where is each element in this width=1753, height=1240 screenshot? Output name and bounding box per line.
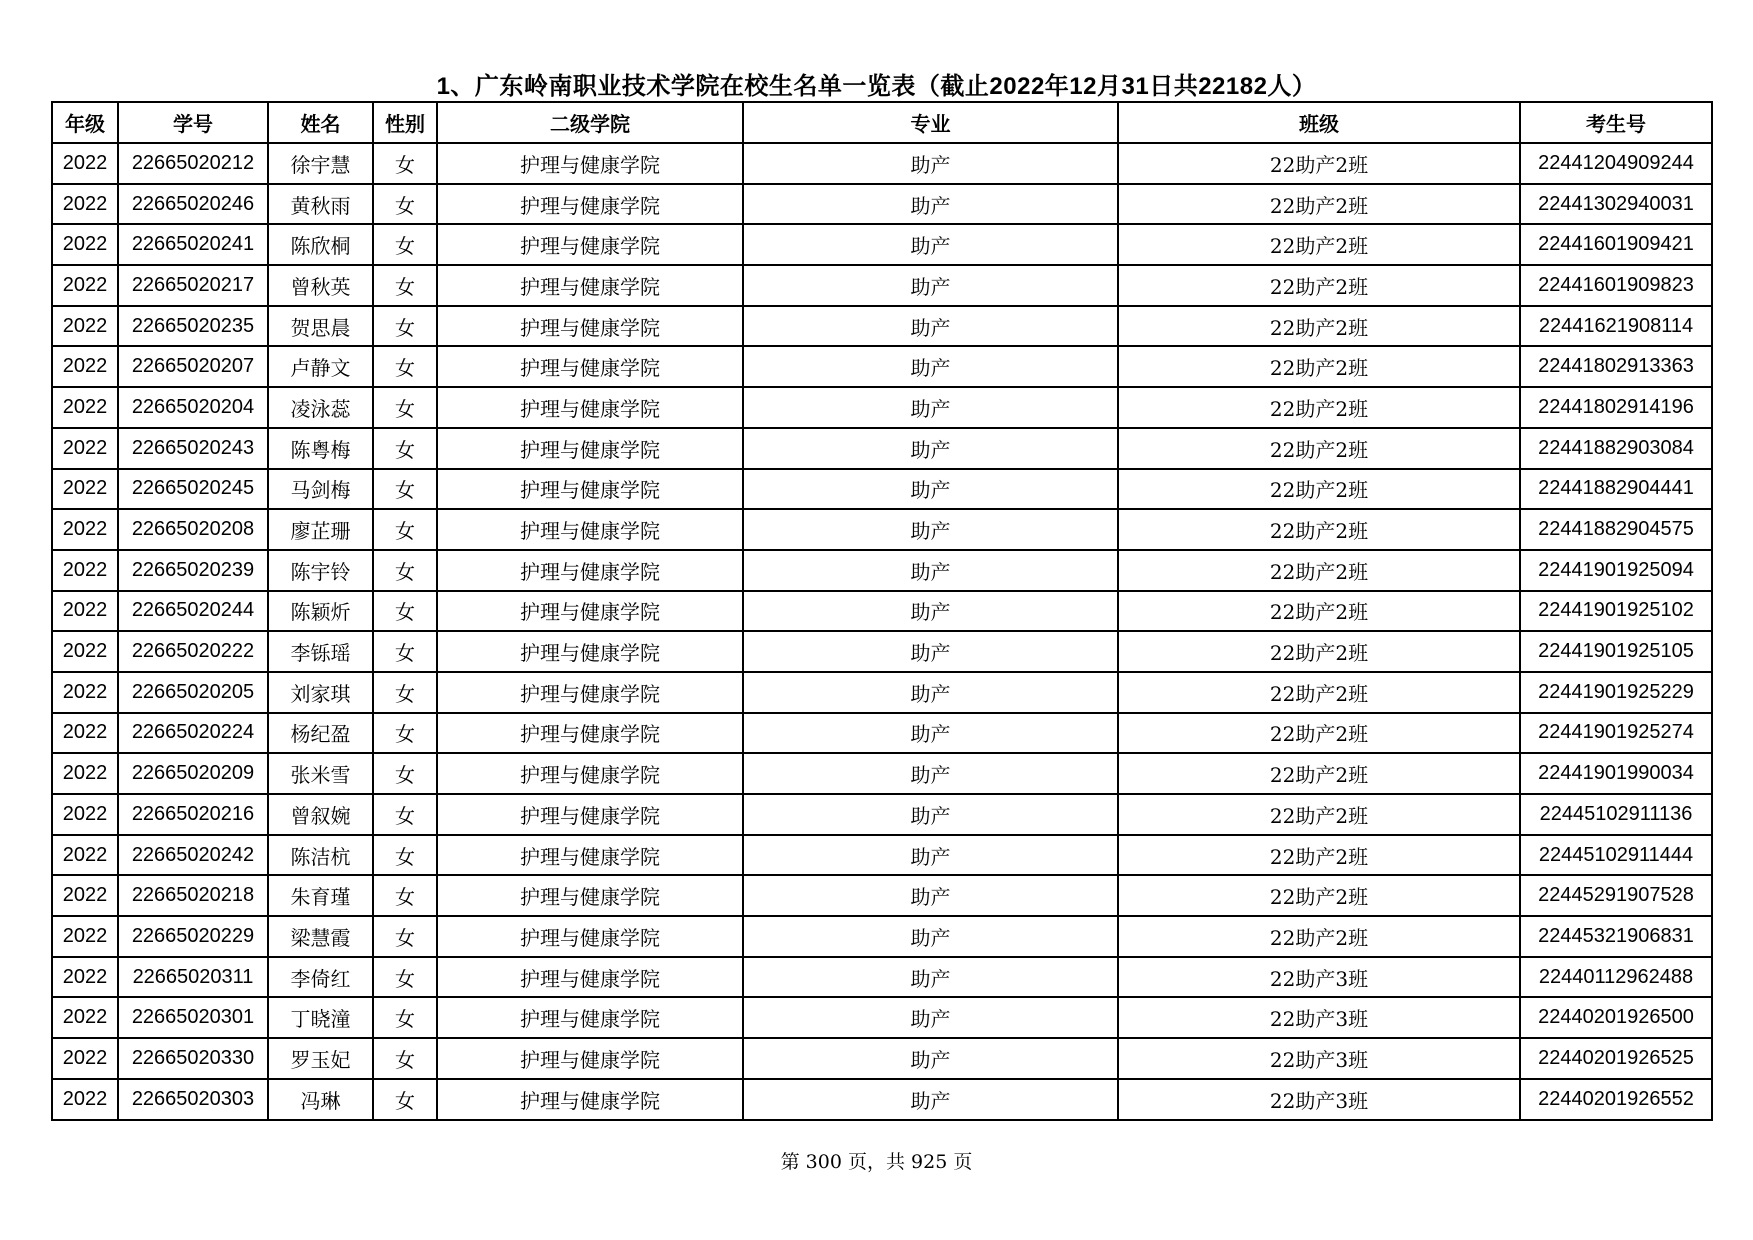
gender-cell: 女 [373, 265, 437, 306]
college-cell: 护理与健康学院 [437, 713, 743, 754]
student-id-cell: 22665020242 [118, 835, 268, 876]
gender-cell: 女 [373, 957, 437, 998]
major-cell: 助产 [743, 346, 1118, 387]
name-cell: 曾秋英 [268, 265, 373, 306]
name-cell: 李倚红 [268, 957, 373, 998]
table-row [52, 469, 1712, 510]
exam-id-cell: 22441882904575 [1520, 509, 1712, 550]
gender-cell: 女 [373, 346, 437, 387]
exam-id-cell: 22445321906831 [1520, 916, 1712, 957]
grade-cell: 2022 [52, 591, 118, 632]
major-cell: 助产 [743, 306, 1118, 347]
class-cell: 22助产2班 [1118, 224, 1520, 265]
class-cell: 22助产2班 [1118, 550, 1520, 591]
class-cell: 22助产2班 [1118, 306, 1520, 347]
name-cell: 丁晓潼 [268, 997, 373, 1038]
exam-id-cell: 22441882904441 [1520, 469, 1712, 510]
class-cell: 22助产3班 [1118, 1038, 1520, 1079]
table-row [52, 428, 1712, 469]
gender-cell: 女 [373, 143, 437, 184]
exam-id-cell: 22441901990034 [1520, 753, 1712, 794]
gender-cell: 女 [373, 875, 437, 916]
grade-cell: 2022 [52, 184, 118, 225]
student-id-cell: 22665020222 [118, 631, 268, 672]
grade-cell: 2022 [52, 753, 118, 794]
exam-id-cell: 22441601909823 [1520, 265, 1712, 306]
class-cell: 22助产2班 [1118, 591, 1520, 632]
exam-id-cell: 22441802913363 [1520, 346, 1712, 387]
major-cell: 助产 [743, 835, 1118, 876]
major-cell: 助产 [743, 591, 1118, 632]
table-row [52, 1038, 1712, 1079]
name-cell: 陈宇铃 [268, 550, 373, 591]
college-cell: 护理与健康学院 [437, 835, 743, 876]
student-id-cell: 22665020235 [118, 306, 268, 347]
table-row [52, 957, 1712, 998]
table-row [52, 265, 1712, 306]
student-id-cell: 22665020311 [118, 957, 268, 998]
column-header-college: 二级学院 [437, 102, 743, 143]
major-cell: 助产 [743, 672, 1118, 713]
exam-id-cell: 22441901925094 [1520, 550, 1712, 591]
exam-id-cell: 22441204909244 [1520, 143, 1712, 184]
grade-cell: 2022 [52, 672, 118, 713]
column-header-exam-id: 考生号 [1520, 102, 1712, 143]
grade-cell: 2022 [52, 346, 118, 387]
name-cell: 朱育瑾 [268, 875, 373, 916]
college-cell: 护理与健康学院 [437, 428, 743, 469]
major-cell: 助产 [743, 143, 1118, 184]
college-cell: 护理与健康学院 [437, 224, 743, 265]
gender-cell: 女 [373, 916, 437, 957]
major-cell: 助产 [743, 997, 1118, 1038]
student-id-cell: 22665020224 [118, 713, 268, 754]
student-id-cell: 22665020243 [118, 428, 268, 469]
gender-cell: 女 [373, 997, 437, 1038]
exam-id-cell: 22440201926500 [1520, 997, 1712, 1038]
table-row [52, 713, 1712, 754]
gender-cell: 女 [373, 387, 437, 428]
table-row [52, 509, 1712, 550]
gender-cell: 女 [373, 1079, 437, 1120]
table-row [52, 1079, 1712, 1120]
college-cell: 护理与健康学院 [437, 265, 743, 306]
table-row [52, 346, 1712, 387]
table-header-row [52, 102, 1712, 143]
grade-cell: 2022 [52, 631, 118, 672]
class-cell: 22助产2班 [1118, 835, 1520, 876]
student-id-cell: 22665020204 [118, 387, 268, 428]
gender-cell: 女 [373, 835, 437, 876]
name-cell: 刘家琪 [268, 672, 373, 713]
grade-cell: 2022 [52, 875, 118, 916]
table-row [52, 184, 1712, 225]
major-cell: 助产 [743, 550, 1118, 591]
gender-cell: 女 [373, 550, 437, 591]
college-cell: 护理与健康学院 [437, 672, 743, 713]
major-cell: 助产 [743, 184, 1118, 225]
student-id-cell: 22665020207 [118, 346, 268, 387]
class-cell: 22助产3班 [1118, 957, 1520, 998]
page-footer: 第 300 页，共 925 页 [780, 1151, 973, 1173]
name-cell: 曾叙婉 [268, 794, 373, 835]
exam-id-cell: 22440112962488 [1520, 957, 1712, 998]
name-cell: 陈欣桐 [268, 224, 373, 265]
table-row [52, 143, 1712, 184]
column-header-class: 班级 [1118, 102, 1520, 143]
grade-cell: 2022 [52, 143, 118, 184]
student-id-cell: 22665020245 [118, 469, 268, 510]
major-cell: 助产 [743, 224, 1118, 265]
class-cell: 22助产2班 [1118, 509, 1520, 550]
student-table [51, 101, 1713, 1121]
gender-cell: 女 [373, 469, 437, 510]
table-row [52, 550, 1712, 591]
table-body [52, 143, 1712, 1120]
column-header-gender: 性别 [373, 102, 437, 143]
college-cell: 护理与健康学院 [437, 794, 743, 835]
name-cell: 黄秋雨 [268, 184, 373, 225]
college-cell: 护理与健康学院 [437, 469, 743, 510]
major-cell: 助产 [743, 794, 1118, 835]
major-cell: 助产 [743, 916, 1118, 957]
college-cell: 护理与健康学院 [437, 591, 743, 632]
exam-id-cell: 22445102911136 [1520, 794, 1712, 835]
college-cell: 护理与健康学院 [437, 143, 743, 184]
grade-cell: 2022 [52, 957, 118, 998]
student-id-cell: 22665020303 [118, 1079, 268, 1120]
class-cell: 22助产2班 [1118, 346, 1520, 387]
student-id-cell: 22665020205 [118, 672, 268, 713]
grade-cell: 2022 [52, 916, 118, 957]
gender-cell: 女 [373, 713, 437, 754]
grade-cell: 2022 [52, 306, 118, 347]
class-cell: 22助产2班 [1118, 469, 1520, 510]
college-cell: 护理与健康学院 [437, 184, 743, 225]
major-cell: 助产 [743, 1079, 1118, 1120]
name-cell: 廖芷珊 [268, 509, 373, 550]
column-header-student-id: 学号 [118, 102, 268, 143]
class-cell: 22助产2班 [1118, 143, 1520, 184]
grade-cell: 2022 [52, 835, 118, 876]
name-cell: 冯琳 [268, 1079, 373, 1120]
name-cell: 梁慧霞 [268, 916, 373, 957]
table-row [52, 387, 1712, 428]
class-cell: 22助产3班 [1118, 1079, 1520, 1120]
college-cell: 护理与健康学院 [437, 509, 743, 550]
name-cell: 李铄瑶 [268, 631, 373, 672]
student-id-cell: 22665020212 [118, 143, 268, 184]
grade-cell: 2022 [52, 550, 118, 591]
table-row [52, 835, 1712, 876]
student-id-cell: 22665020209 [118, 753, 268, 794]
grade-cell: 2022 [52, 224, 118, 265]
exam-id-cell: 22441901925229 [1520, 672, 1712, 713]
class-cell: 22助产3班 [1118, 997, 1520, 1038]
exam-id-cell: 22440201926552 [1520, 1079, 1712, 1120]
student-id-cell: 22665020246 [118, 184, 268, 225]
table-row [52, 672, 1712, 713]
name-cell: 陈洁杭 [268, 835, 373, 876]
college-cell: 护理与健康学院 [437, 550, 743, 591]
college-cell: 护理与健康学院 [437, 1079, 743, 1120]
exam-id-cell: 22441621908114 [1520, 306, 1712, 347]
exam-id-cell: 22441882903084 [1520, 428, 1712, 469]
table-row [52, 794, 1712, 835]
class-cell: 22助产2班 [1118, 875, 1520, 916]
gender-cell: 女 [373, 1038, 437, 1079]
table-row [52, 591, 1712, 632]
grade-cell: 2022 [52, 265, 118, 306]
exam-id-cell: 22445291907528 [1520, 875, 1712, 916]
table-row [52, 875, 1712, 916]
class-cell: 22助产2班 [1118, 184, 1520, 225]
table-row [52, 224, 1712, 265]
student-id-cell: 22665020216 [118, 794, 268, 835]
grade-cell: 2022 [52, 387, 118, 428]
student-id-cell: 22665020218 [118, 875, 268, 916]
major-cell: 助产 [743, 957, 1118, 998]
exam-id-cell: 22441901925274 [1520, 713, 1712, 754]
class-cell: 22助产2班 [1118, 713, 1520, 754]
student-id-cell: 22665020301 [118, 997, 268, 1038]
grade-cell: 2022 [52, 713, 118, 754]
name-cell: 杨纪盈 [268, 713, 373, 754]
name-cell: 徐宇慧 [268, 143, 373, 184]
class-cell: 22助产2班 [1118, 631, 1520, 672]
name-cell: 陈颖炘 [268, 591, 373, 632]
exam-id-cell: 22441802914196 [1520, 387, 1712, 428]
name-cell: 凌泳蕊 [268, 387, 373, 428]
exam-id-cell: 22441601909421 [1520, 224, 1712, 265]
table-row [52, 997, 1712, 1038]
grade-cell: 2022 [52, 428, 118, 469]
name-cell: 卢静文 [268, 346, 373, 387]
gender-cell: 女 [373, 306, 437, 347]
student-id-cell: 22665020229 [118, 916, 268, 957]
gender-cell: 女 [373, 428, 437, 469]
grade-cell: 2022 [52, 794, 118, 835]
college-cell: 护理与健康学院 [437, 346, 743, 387]
class-cell: 22助产2班 [1118, 428, 1520, 469]
college-cell: 护理与健康学院 [437, 387, 743, 428]
major-cell: 助产 [743, 428, 1118, 469]
name-cell: 贺思晨 [268, 306, 373, 347]
college-cell: 护理与健康学院 [437, 957, 743, 998]
class-cell: 22助产2班 [1118, 916, 1520, 957]
class-cell: 22助产2班 [1118, 265, 1520, 306]
grade-cell: 2022 [52, 997, 118, 1038]
gender-cell: 女 [373, 591, 437, 632]
gender-cell: 女 [373, 224, 437, 265]
student-id-cell: 22665020217 [118, 265, 268, 306]
gender-cell: 女 [373, 184, 437, 225]
student-id-cell: 22665020330 [118, 1038, 268, 1079]
college-cell: 护理与健康学院 [437, 997, 743, 1038]
college-cell: 护理与健康学院 [437, 875, 743, 916]
table-row [52, 916, 1712, 957]
student-id-cell: 22665020239 [118, 550, 268, 591]
exam-id-cell: 22441302940031 [1520, 184, 1712, 225]
major-cell: 助产 [743, 753, 1118, 794]
name-cell: 罗玉妃 [268, 1038, 373, 1079]
gender-cell: 女 [373, 753, 437, 794]
major-cell: 助产 [743, 631, 1118, 672]
college-cell: 护理与健康学院 [437, 631, 743, 672]
table-row [52, 306, 1712, 347]
student-id-cell: 22665020244 [118, 591, 268, 632]
gender-cell: 女 [373, 672, 437, 713]
major-cell: 助产 [743, 1038, 1118, 1079]
student-id-cell: 22665020208 [118, 509, 268, 550]
exam-id-cell: 22441901925102 [1520, 591, 1712, 632]
major-cell: 助产 [743, 265, 1118, 306]
major-cell: 助产 [743, 387, 1118, 428]
name-cell: 陈粤梅 [268, 428, 373, 469]
exam-id-cell: 22441901925105 [1520, 631, 1712, 672]
table-row [52, 631, 1712, 672]
grade-cell: 2022 [52, 1038, 118, 1079]
college-cell: 护理与健康学院 [437, 306, 743, 347]
grade-cell: 2022 [52, 509, 118, 550]
name-cell: 张米雪 [268, 753, 373, 794]
column-header-name: 姓名 [268, 102, 373, 143]
grade-cell: 2022 [52, 469, 118, 510]
major-cell: 助产 [743, 509, 1118, 550]
college-cell: 护理与健康学院 [437, 753, 743, 794]
class-cell: 22助产2班 [1118, 794, 1520, 835]
class-cell: 22助产2班 [1118, 672, 1520, 713]
gender-cell: 女 [373, 509, 437, 550]
page-title: 1、广东岭南职业技术学院在校生名单一览表（截止2022年12月31日共22182人） [436, 73, 1317, 100]
exam-id-cell: 22445102911444 [1520, 835, 1712, 876]
table-row [52, 753, 1712, 794]
column-header-grade: 年级 [52, 102, 118, 143]
column-header-major: 专业 [743, 102, 1118, 143]
grade-cell: 2022 [52, 1079, 118, 1120]
student-id-cell: 22665020241 [118, 224, 268, 265]
class-cell: 22助产2班 [1118, 387, 1520, 428]
gender-cell: 女 [373, 631, 437, 672]
class-cell: 22助产2班 [1118, 753, 1520, 794]
exam-id-cell: 22440201926525 [1520, 1038, 1712, 1079]
gender-cell: 女 [373, 794, 437, 835]
major-cell: 助产 [743, 713, 1118, 754]
major-cell: 助产 [743, 875, 1118, 916]
college-cell: 护理与健康学院 [437, 916, 743, 957]
major-cell: 助产 [743, 469, 1118, 510]
name-cell: 马剑梅 [268, 469, 373, 510]
college-cell: 护理与健康学院 [437, 1038, 743, 1079]
